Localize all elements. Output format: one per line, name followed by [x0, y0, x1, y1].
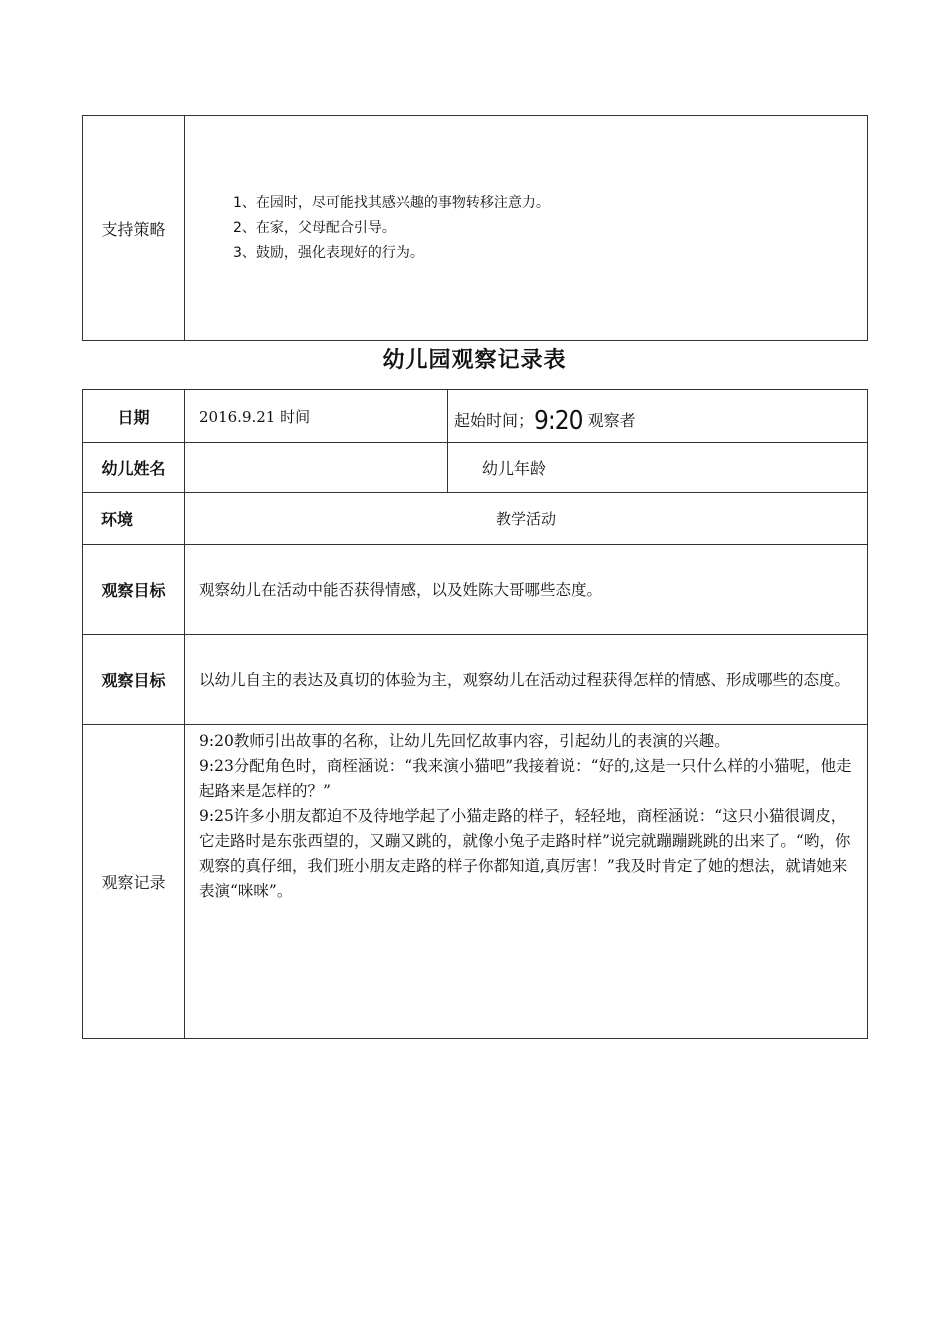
start-time-value: 9:20 [534, 406, 583, 436]
start-time-cell [448, 390, 868, 443]
record-row [83, 725, 868, 1039]
environment-row [83, 493, 868, 545]
time-label: 时间 [280, 407, 311, 426]
record-paragraph: 9:23分配角色时，商桎涵说：“我来演小猫吧”我接着说：“好的,这是一只什么样的小猫呢，他走起路来是怎样的？” [199, 757, 852, 800]
strategy-item: 3、鼓励，强化表现好的行为。 [233, 244, 424, 261]
child-name-label: 幼儿姓名 [83, 443, 185, 493]
date-label: 日期 [83, 390, 185, 443]
observation-record-text [185, 725, 868, 1039]
environment-value: 教学活动 [185, 493, 868, 545]
observation-goal-value: 观察幼儿在活动中能否获得情感，以及姓陈大哥哪些态度。 [185, 545, 868, 635]
observation-goal-value: 以幼儿自主的表达及真切的体验为主，观察幼儿在活动过程获得怎样的情感、形成哪些的态度。 [185, 635, 868, 725]
start-time-label: 起始时间； [454, 411, 535, 430]
date-row [83, 390, 868, 443]
goal-row-1 [83, 545, 868, 635]
observation-record-label: 观察记录 [83, 725, 185, 1039]
observer-label: 观察者 [587, 411, 636, 430]
record-paragraph: 9:25许多小朋友都迫不及待地学起了小猫走路的样子，轻轻地，商桎涵说：“这只小猫很调皮，它走路时是东张西望的，又蹦又跳的，就像小兔子走路时样”说完就蹦蹦跳跳的出来了。“哟，你观察的真仔细，我们班小朋友走路的样子你都知道,真厉害！”我及时肯定了她的想法，就请她来表演“咪咪”。 [199, 807, 851, 900]
support-strategy-list [185, 116, 868, 341]
goal-row-2 [83, 635, 868, 725]
date-value: 2016.9.21 [199, 407, 276, 426]
name-row [83, 443, 868, 493]
strategy-item: 1、在园时，尽可能找其感兴趣的事物转移注意力。 [233, 194, 550, 211]
support-strategy-label: 支持策略 [83, 116, 185, 341]
strategy-item: 2、在家，父母配合引导。 [233, 219, 396, 236]
date-cell [185, 390, 448, 443]
form-title: 幼儿园观察记录表 [382, 348, 567, 373]
record-paragraph: 9:20教师引出故事的名称，让幼儿先回忆故事内容，引起幼儿的表演的兴趣。 [199, 732, 730, 750]
environment-label: 环境 [83, 493, 185, 545]
observation-goal-label: 观察目标 [83, 635, 185, 725]
support-strategy-table [82, 115, 868, 341]
observation-goal-label: 观察目标 [83, 545, 185, 635]
child-age-label: 幼儿年龄 [448, 443, 868, 493]
child-name-value [185, 443, 448, 493]
observation-record-table [82, 389, 868, 1039]
